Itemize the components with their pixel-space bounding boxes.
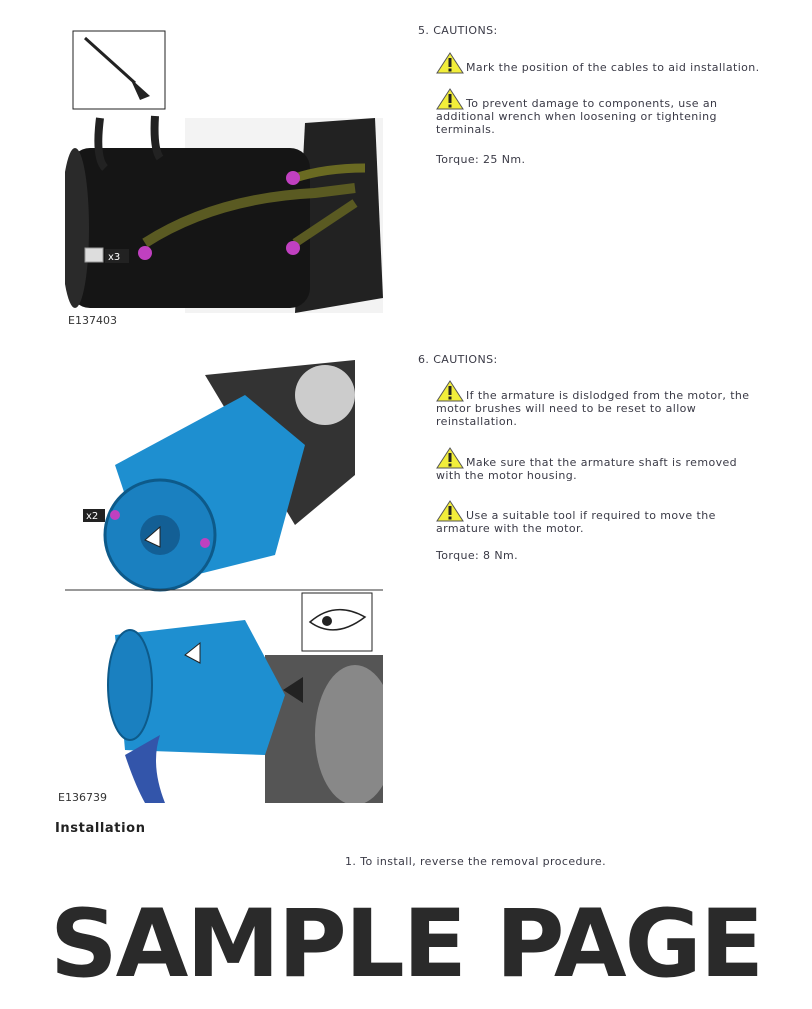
step5-heading: 5. CAUTIONS: [418,24,498,37]
warning-icon [436,88,464,110]
torque-value: Torque: 8 Nm. [436,549,518,562]
warning-icon [436,500,464,522]
warning-icon [436,380,464,402]
torque-value: Torque: 25 Nm. [436,153,526,166]
warning-icon [436,447,464,469]
callout-x3: x3 [108,252,121,263]
caution-item: If the armature is dislodged from the motor, the motor brushes will need to be reset to allow reinstallation. [436,380,756,428]
callout-x2: x2 [86,511,99,522]
caution-item: Mark the position of the cables to aid installation. [436,52,766,74]
caution-item: Make sure that the armature shaft is removed with the motor housing. [436,447,756,482]
figure-label: E137403 [68,314,117,327]
sample-page-watermark: SAMPLE PAGE [49,890,763,999]
figure-cable-terminals [65,28,383,313]
caution-item: To prevent damage to components, use an additional wrench when loosening or tightening terminals. [436,88,736,136]
step6-heading: 6. CAUTIONS: [418,353,498,366]
figure-motor-removal [65,355,383,803]
figure-label: E136739 [58,791,107,804]
caution-item: Use a suitable tool if required to move the armature with the motor. [436,500,756,535]
install-step: 1. To install, reverse the removal procedure. [345,855,606,868]
section-title-installation: Installation [55,821,146,836]
warning-icon [436,52,464,74]
